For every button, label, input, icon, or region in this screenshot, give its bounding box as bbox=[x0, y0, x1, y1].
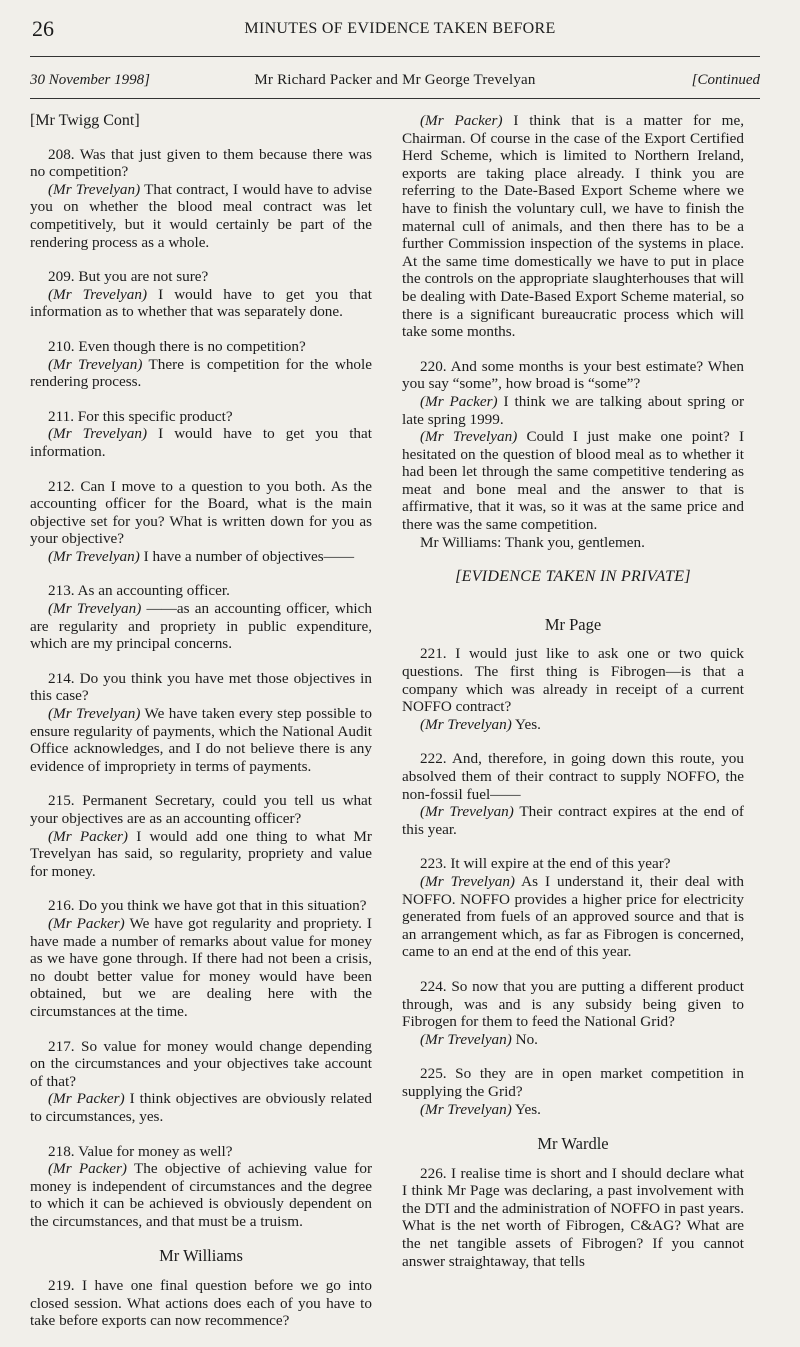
question: 214. Do you think you have met those objectives in this case? bbox=[30, 669, 372, 705]
running-head: MINUTES OF EVIDENCE TAKEN BEFORE bbox=[244, 20, 556, 37]
answer: (Mr Trevelyan) No. bbox=[420, 1030, 538, 1048]
exchange-209 bbox=[30, 268, 372, 321]
question: 212. Can I move to a question to you both. As the accounting officer for the Board, what is the main objective set for you? What is written down for you as your objective? bbox=[30, 477, 372, 548]
speaker: (Mr Trevelyan) bbox=[420, 1100, 512, 1118]
left-column bbox=[30, 112, 372, 1347]
speaker: (Mr Packer) bbox=[48, 1090, 125, 1108]
answer: (Mr Packer) I think we are talking about spring or late spring 1999. bbox=[402, 392, 744, 428]
header-meta bbox=[30, 72, 760, 92]
exchange-219 bbox=[30, 1277, 372, 1330]
witness-names: Mr Richard Packer and Mr George Trevelyan bbox=[254, 72, 536, 88]
exchange-222 bbox=[402, 750, 744, 838]
answer: (Mr Trevelyan) Could I just make one point? I hesitated on the question of blood meal as to whether it had been let through the same competitive tendering as meat and bone meal and the answer to that is affirmative, that it was, so it was at the same price and there was the same competition. bbox=[402, 428, 744, 534]
question: 221. I would just like to ask one or two quick questions. The first thing is Fibrogen—is that a company which was already in receipt of a current NOFFO contract? bbox=[402, 645, 744, 716]
answer: (Mr Trevelyan) I would have to get you that information as to whether that was separately done. bbox=[30, 285, 372, 321]
question: 217. So value for money would change depending on the circumstances and your objectives take account of that? bbox=[30, 1037, 372, 1090]
answer: (Mr Trevelyan) As I understand it, their deal with NOFFO. NOFFO provides a higher price for electricity generated from fuels of an approved source and that is an arrangement which, as far as Fibrogen is concerned, came to an end at the end of this year. bbox=[402, 872, 744, 961]
speaker: (Mr Packer) bbox=[48, 914, 125, 932]
question: 222. And, therefore, in going down this route, you absolved them of their contract to supply NOFFO, the non-fossil fuel—— bbox=[402, 750, 744, 803]
answer: (Mr Packer) I think objectives are obviously related to circumstances, yes. bbox=[30, 1090, 372, 1125]
answer-219 bbox=[402, 112, 744, 341]
top-rule bbox=[30, 56, 760, 57]
answer: (Mr Packer) I think that is a matter for me, Chairman. Of course in the case of the Export Certified Herd Scheme, which is limited to Northern Ireland, exports are taking place already. I think you are referring to the Date-Based Export Scheme where we have to finish the voluntary cull, we have to finish the maternal cull of animals, and then there has to be a further Commission inspection of the systems in place. At the same time domestically we have to put in place the controls on the appropriate slaughterhouses that will be dealing with Date-Based Export Scheme material, so there is a significant bureaucratic process which will take some months. bbox=[402, 112, 745, 341]
exchange-225 bbox=[402, 1065, 744, 1118]
session-date: 30 November 1998] bbox=[30, 72, 150, 88]
speaker-heading-wardle: Mr Wardle bbox=[537, 1134, 609, 1154]
exchange-226 bbox=[402, 1165, 744, 1271]
question: 223. It will expire at the end of this year? bbox=[420, 855, 671, 873]
exchange-220 bbox=[402, 358, 744, 552]
speaker: (Mr Trevelyan) bbox=[420, 803, 514, 821]
exchange-224 bbox=[402, 978, 744, 1048]
answer: (Mr Trevelyan) ——as an accounting officer, which are regularity and propriety in public expenditure, which are my principal concerns. bbox=[30, 600, 372, 653]
exchange-223 bbox=[402, 855, 744, 961]
exchange-210 bbox=[30, 338, 372, 391]
answer: (Mr Trevelyan) I would have to get you that information. bbox=[30, 425, 372, 460]
question: 224. So now that you are putting a different product through, was and is any subsidy being given to Fibrogen for them to feed the National Grid? bbox=[402, 977, 744, 1031]
chair-remark: Mr Williams: Thank you, gentlemen. bbox=[420, 533, 645, 551]
speaker: (Mr Packer) bbox=[420, 392, 498, 410]
exchange-217 bbox=[30, 1038, 372, 1126]
continued-label: [Continued bbox=[691, 72, 760, 88]
answer: (Mr Trevelyan) Their contract expires at the end of this year. bbox=[402, 803, 744, 838]
exchange-213 bbox=[30, 582, 372, 652]
exchange-212 bbox=[30, 478, 372, 566]
answer: (Mr Trevelyan) Yes. bbox=[420, 1100, 541, 1118]
exchange-208 bbox=[30, 146, 372, 252]
question: 220. And some months is your best estimate? When you say “some”, how broad is “some”? bbox=[402, 357, 744, 393]
speaker: (Mr Trevelyan) bbox=[420, 715, 512, 733]
exchange-216 bbox=[30, 897, 372, 1020]
answer: (Mr Trevelyan) That contract, I would have to advise you on whether the blood meal contract was let competitively, but it would certainly be part of the rendering process as a whole. bbox=[30, 180, 372, 251]
question: 218. Value for money as well? bbox=[48, 1142, 233, 1160]
answer: (Mr Packer) We have got regularity and propriety. I have made a number of remarks about value for money as we have gone through. If there had not been a crisis, no doubt better value for money would have been obtained, but we are dealing here with the circumstances at the time. bbox=[30, 914, 372, 1020]
exchange-215 bbox=[30, 792, 372, 880]
speaker: (Mr Trevelyan) bbox=[48, 705, 141, 723]
speaker: (Mr Trevelyan) bbox=[420, 872, 515, 890]
answer: (Mr Packer) I would add one thing to what Mr Trevelyan has said, so regularity, propriety and value for money. bbox=[30, 827, 372, 880]
speaker: (Mr Trevelyan) bbox=[48, 355, 143, 373]
exchange-214 bbox=[30, 670, 372, 776]
answer: (Mr Trevelyan) There is competition for the whole rendering process. bbox=[30, 355, 372, 391]
question: 216. Do you think we have got that in this situation? bbox=[48, 897, 367, 915]
exchange-211 bbox=[30, 408, 372, 461]
question: 219. I have one final question before we go into closed session. What actions does each of you have to take before exports can now recommence? bbox=[30, 1277, 372, 1330]
answer: (Mr Trevelyan) We have taken every step possible to ensure regularity of payments, which the National Audit Office acknowledges, and I do not believe there is any evidence of impropriety in terms of payments. bbox=[30, 705, 372, 775]
speaker: (Mr Packer) bbox=[48, 827, 128, 845]
page-number: 26 bbox=[32, 16, 54, 41]
question: 225. So they are in open market competition in supplying the Grid? bbox=[402, 1065, 744, 1100]
private-session-note: [EVIDENCE TAKEN IN PRIVATE] bbox=[455, 568, 691, 586]
speaker: (Mr Trevelyan) bbox=[420, 428, 518, 446]
speaker: (Mr Trevelyan) bbox=[48, 180, 141, 198]
question: 226. I realise time is short and I should declare what I think Mr Page was declaring, a past involvement with the DTI and the administration of NOFFO in past years. What is the net worth of Fibrogen, C&AG? What are the net tangible assets of Fibrogen? If you cannot answer straightaway, that tells bbox=[402, 1164, 744, 1270]
speaker: Mr Williams: bbox=[420, 533, 502, 551]
speaker: (Mr Trevelyan) bbox=[48, 600, 142, 618]
header-rule bbox=[30, 98, 760, 99]
speaker-heading-page: Mr Page bbox=[544, 614, 602, 634]
speaker: (Mr Packer) bbox=[48, 1160, 127, 1178]
speaker: (Mr Trevelyan) bbox=[420, 1030, 512, 1048]
section-heading-twigg: [Mr Twigg Cont] bbox=[30, 112, 140, 129]
answer: (Mr Trevelyan) Yes. bbox=[420, 715, 541, 733]
exchange-221 bbox=[402, 645, 744, 733]
right-column bbox=[402, 112, 744, 1287]
question: 213. As an accounting officer. bbox=[48, 582, 230, 600]
exchange-218 bbox=[30, 1143, 372, 1231]
question: 209. But you are not sure? bbox=[48, 268, 209, 286]
question: 211. For this specific product? bbox=[48, 407, 233, 425]
speaker: (Mr Packer) bbox=[420, 112, 503, 129]
speaker-heading-williams: Mr Williams bbox=[159, 1246, 243, 1266]
question: 208. Was that just given to them because there was no competition? bbox=[30, 145, 372, 181]
speaker: (Mr Trevelyan) bbox=[48, 547, 140, 565]
answer: (Mr Trevelyan) I have a number of objectives—— bbox=[48, 547, 355, 565]
question: 210. Even though there is no competition? bbox=[48, 337, 306, 355]
question: 215. Permanent Secretary, could you tell us what your objectives are as an accounting officer? bbox=[30, 792, 372, 827]
speaker: (Mr Trevelyan) bbox=[48, 425, 148, 443]
answer: (Mr Packer) The objective of achieving value for money is independent of circumstances and the degree to which it can be achieved is obviously dependent on the circumstances, and that must be a truism. bbox=[30, 1160, 372, 1230]
speaker: (Mr Trevelyan) bbox=[48, 285, 148, 303]
